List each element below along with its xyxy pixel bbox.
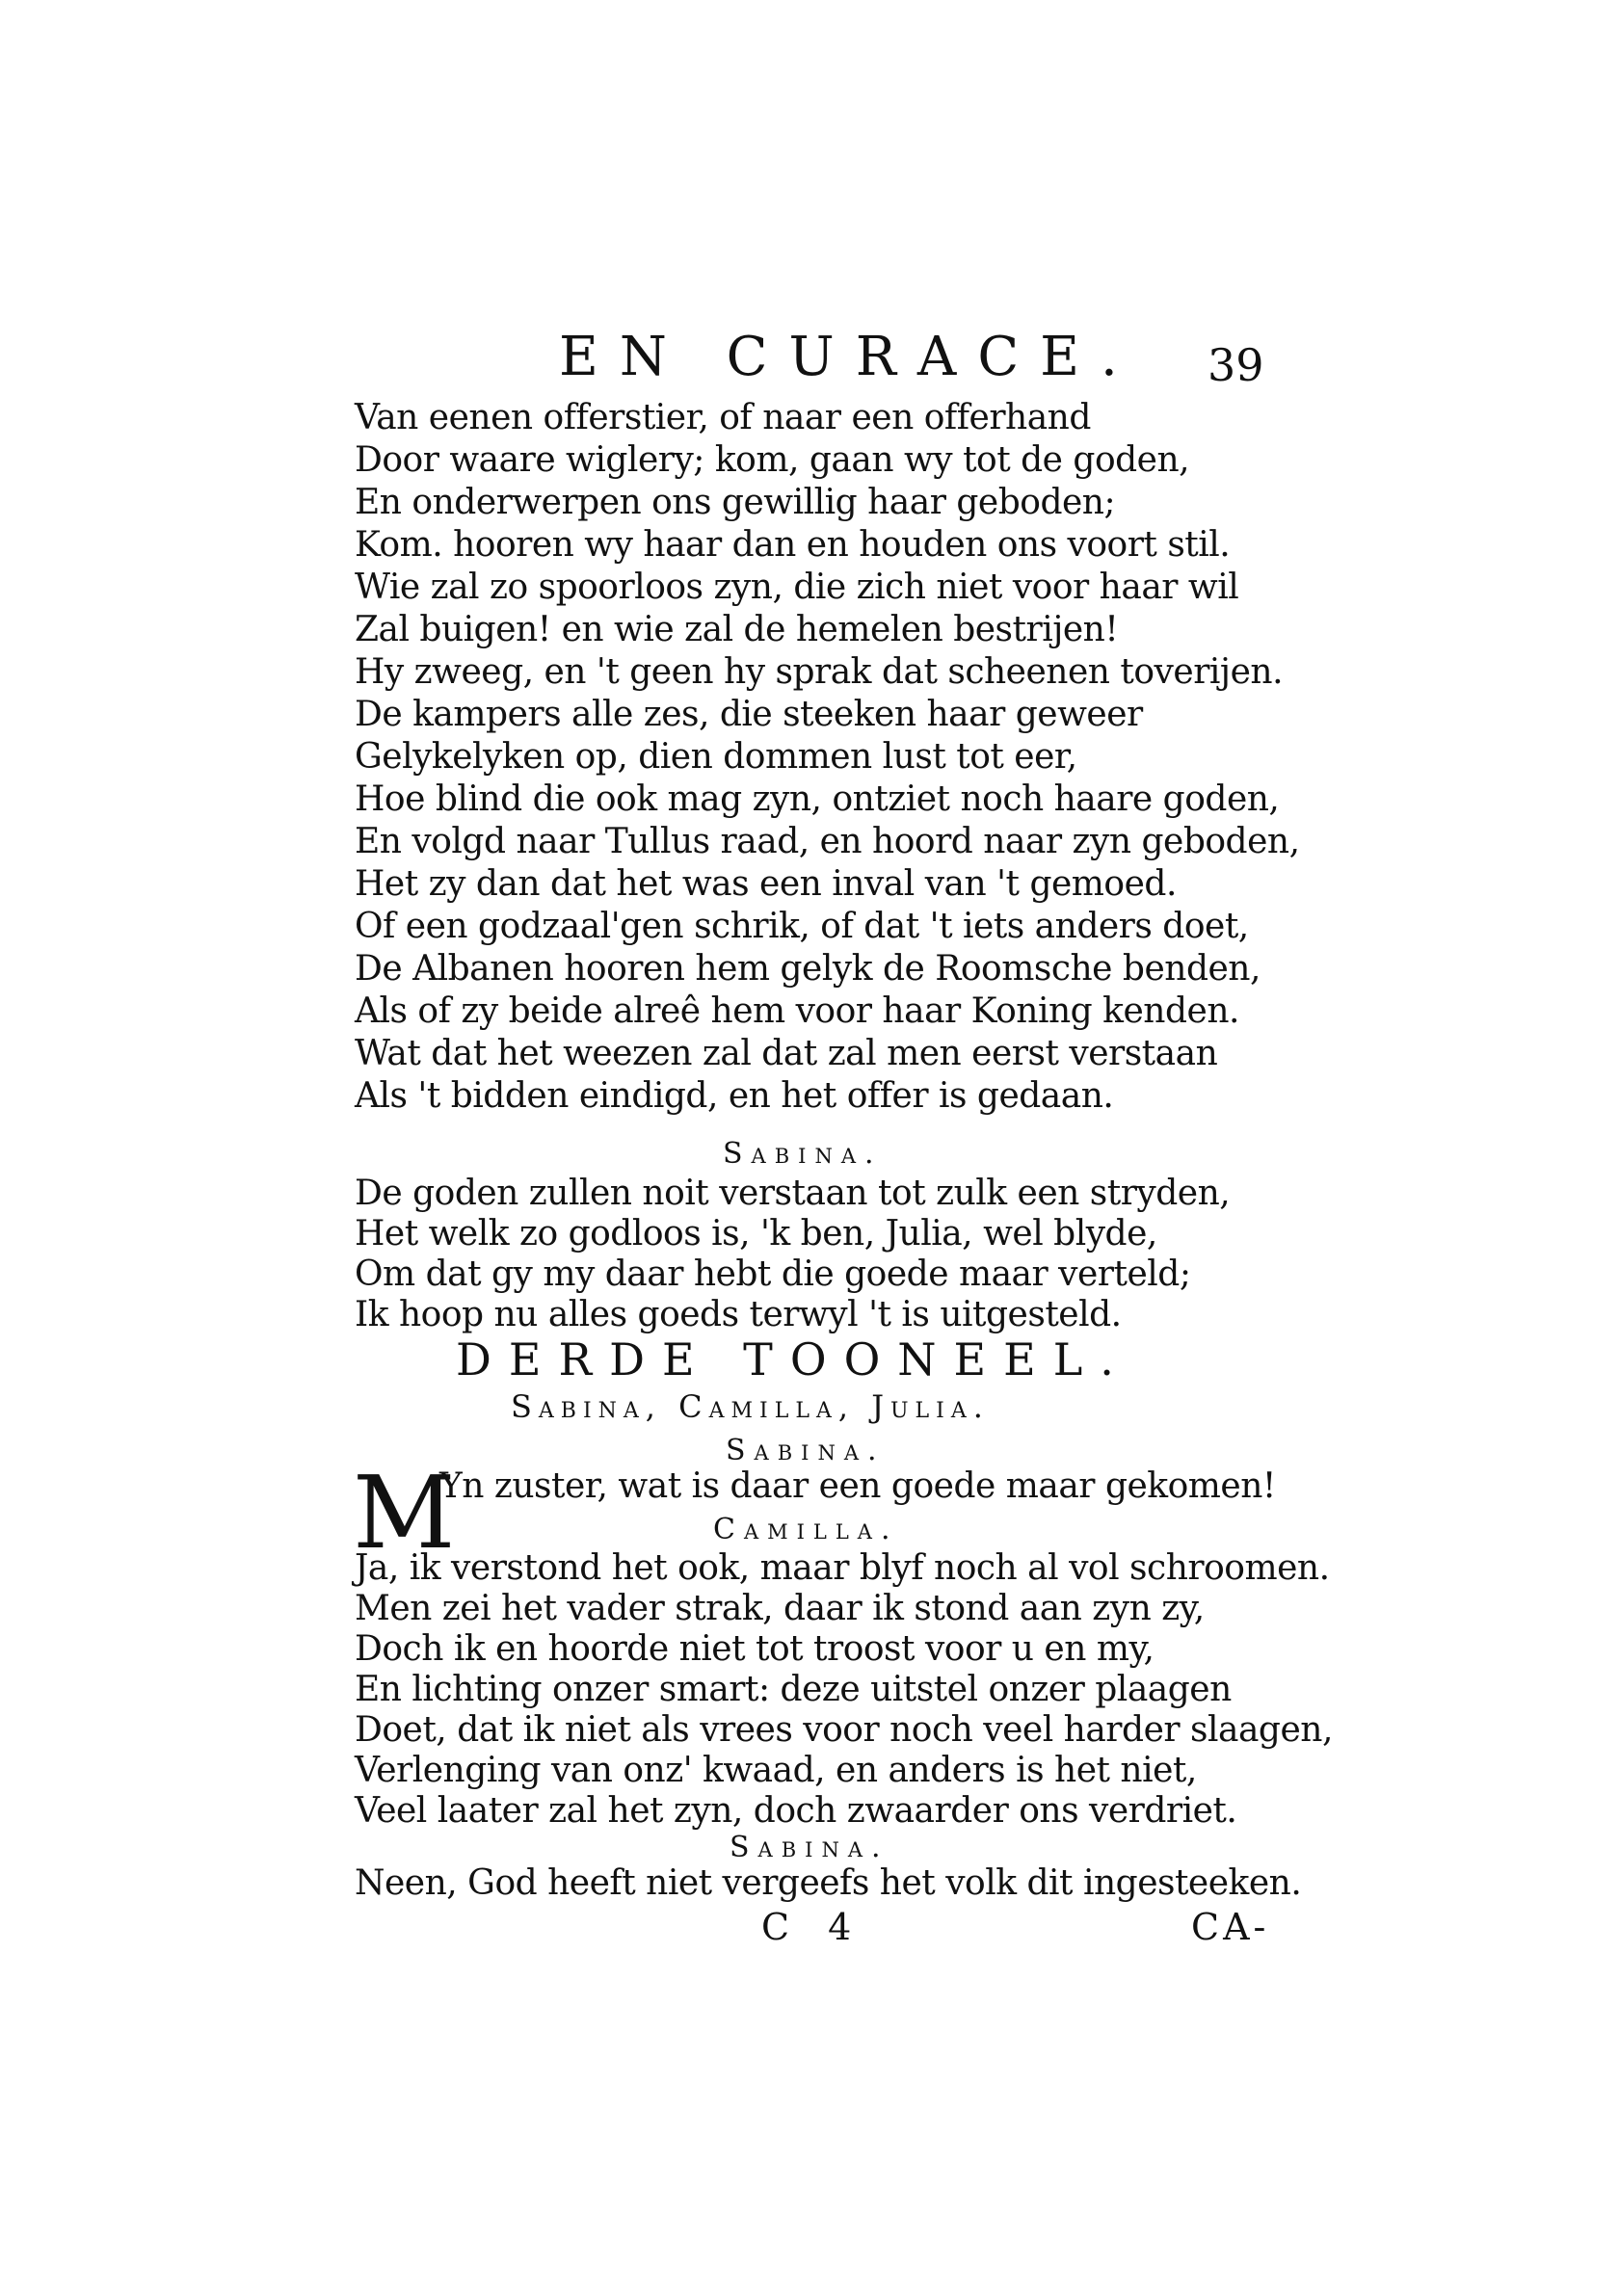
speaker-label: Sabina. bbox=[723, 1137, 883, 1171]
verse-line: En volgd naar Tullus raad, en hoord naar zyn geboden, bbox=[355, 822, 1300, 861]
signature-mark: C 4 bbox=[761, 1906, 865, 1948]
verse-line: Veel laater zal het zyn, doch zwaarder ons verdriet. bbox=[355, 1791, 1237, 1831]
verse-line: Verlenging van onz' kwaad, en anders is het niet, bbox=[355, 1751, 1197, 1790]
catchword: CA- bbox=[1191, 1906, 1270, 1948]
drop-cap: M bbox=[353, 1454, 456, 1571]
speaker-label: Sabina. bbox=[730, 1831, 889, 1864]
verse-line: Door waare wiglery; kom, gaan wy tot de goden, bbox=[355, 440, 1190, 480]
speaker-label: Sabina. bbox=[726, 1434, 886, 1467]
verse-line: Het zy dan dat het was een inval van 't gemoed. bbox=[355, 864, 1177, 904]
verse-line: Doet, dat ik niet als vrees voor noch veel harder slaagen, bbox=[355, 1710, 1333, 1750]
verse-line: De Albanen hooren hem gelyk de Roomsche benden, bbox=[355, 949, 1261, 989]
verse-line: Om dat gy my daar hebt die goede maar verteld; bbox=[355, 1254, 1191, 1294]
verse-line: Kom. hooren wy haar dan en houden ons voort stil. bbox=[355, 525, 1231, 565]
verse-line: Hoe blind die ook mag zyn, ontziet noch haare goden, bbox=[355, 779, 1280, 819]
verse-line: En onderwerpen ons gewillig haar geboden; bbox=[355, 483, 1116, 522]
verse-line: Wat dat het weezen zal dat zal men eerst verstaan bbox=[355, 1034, 1218, 1073]
verse-line: Yn zuster, wat is daar een goede maar gekomen! bbox=[439, 1466, 1276, 1506]
verse-line: Van eenen offerstier, of naar een offerhand bbox=[355, 398, 1091, 437]
page-number: 39 bbox=[1208, 339, 1264, 391]
verse-line: Neen, God heeft niet vergeefs het volk dit ingesteeken. bbox=[355, 1863, 1302, 1903]
scene-heading: DERDE TOONEEL. bbox=[456, 1333, 1131, 1386]
verse-line: Gelykelyken op, dien dommen lust tot eer, bbox=[355, 737, 1077, 777]
verse-line: De kampers alle zes, die steeken haar geweer bbox=[355, 695, 1143, 734]
verse-line: Ik hoop nu alles goeds terwyl 't is uitgesteld. bbox=[355, 1295, 1122, 1334]
verse-line: Of een godzaal'gen schrik, of dat 't iets anders doet, bbox=[355, 907, 1249, 946]
running-head: EN CURACE. bbox=[559, 326, 1139, 388]
verse-line: De goden zullen noit verstaan tot zulk een stryden, bbox=[355, 1174, 1231, 1213]
verse-line: Als 't bidden eindigd, en het offer is gedaan. bbox=[355, 1076, 1114, 1116]
speaker-label: Camilla. bbox=[713, 1513, 899, 1546]
verse-line: Zal buigen! en wie zal de hemelen bestrijen! bbox=[355, 610, 1119, 649]
verse-line: Hy zweeg, en 't geen hy sprak dat scheenen toverijen. bbox=[355, 652, 1284, 692]
verse-line: En lichting onzer smart: deze uitstel onzer plaagen bbox=[355, 1670, 1232, 1709]
verse-line: Wie zal zo spoorloos zyn, die zich niet voor haar wil bbox=[355, 567, 1239, 607]
verse-line: Als of zy beide alreê hem voor haar Koning kenden. bbox=[355, 991, 1239, 1031]
cast-list: Sabina, Camilla, Julia. bbox=[511, 1388, 990, 1425]
verse-line: Het welk zo godloos is, 'k ben, Julia, wel blyde, bbox=[355, 1214, 1157, 1254]
verse-line: Ja, ik verstond het ook, maar blyf noch al vol schroomen. bbox=[355, 1548, 1330, 1588]
verse-line: Men zei het vader strak, daar ik stond aan zyn zy, bbox=[355, 1589, 1205, 1628]
verse-line: Doch ik en hoorde niet tot troost voor u en my, bbox=[355, 1629, 1155, 1669]
